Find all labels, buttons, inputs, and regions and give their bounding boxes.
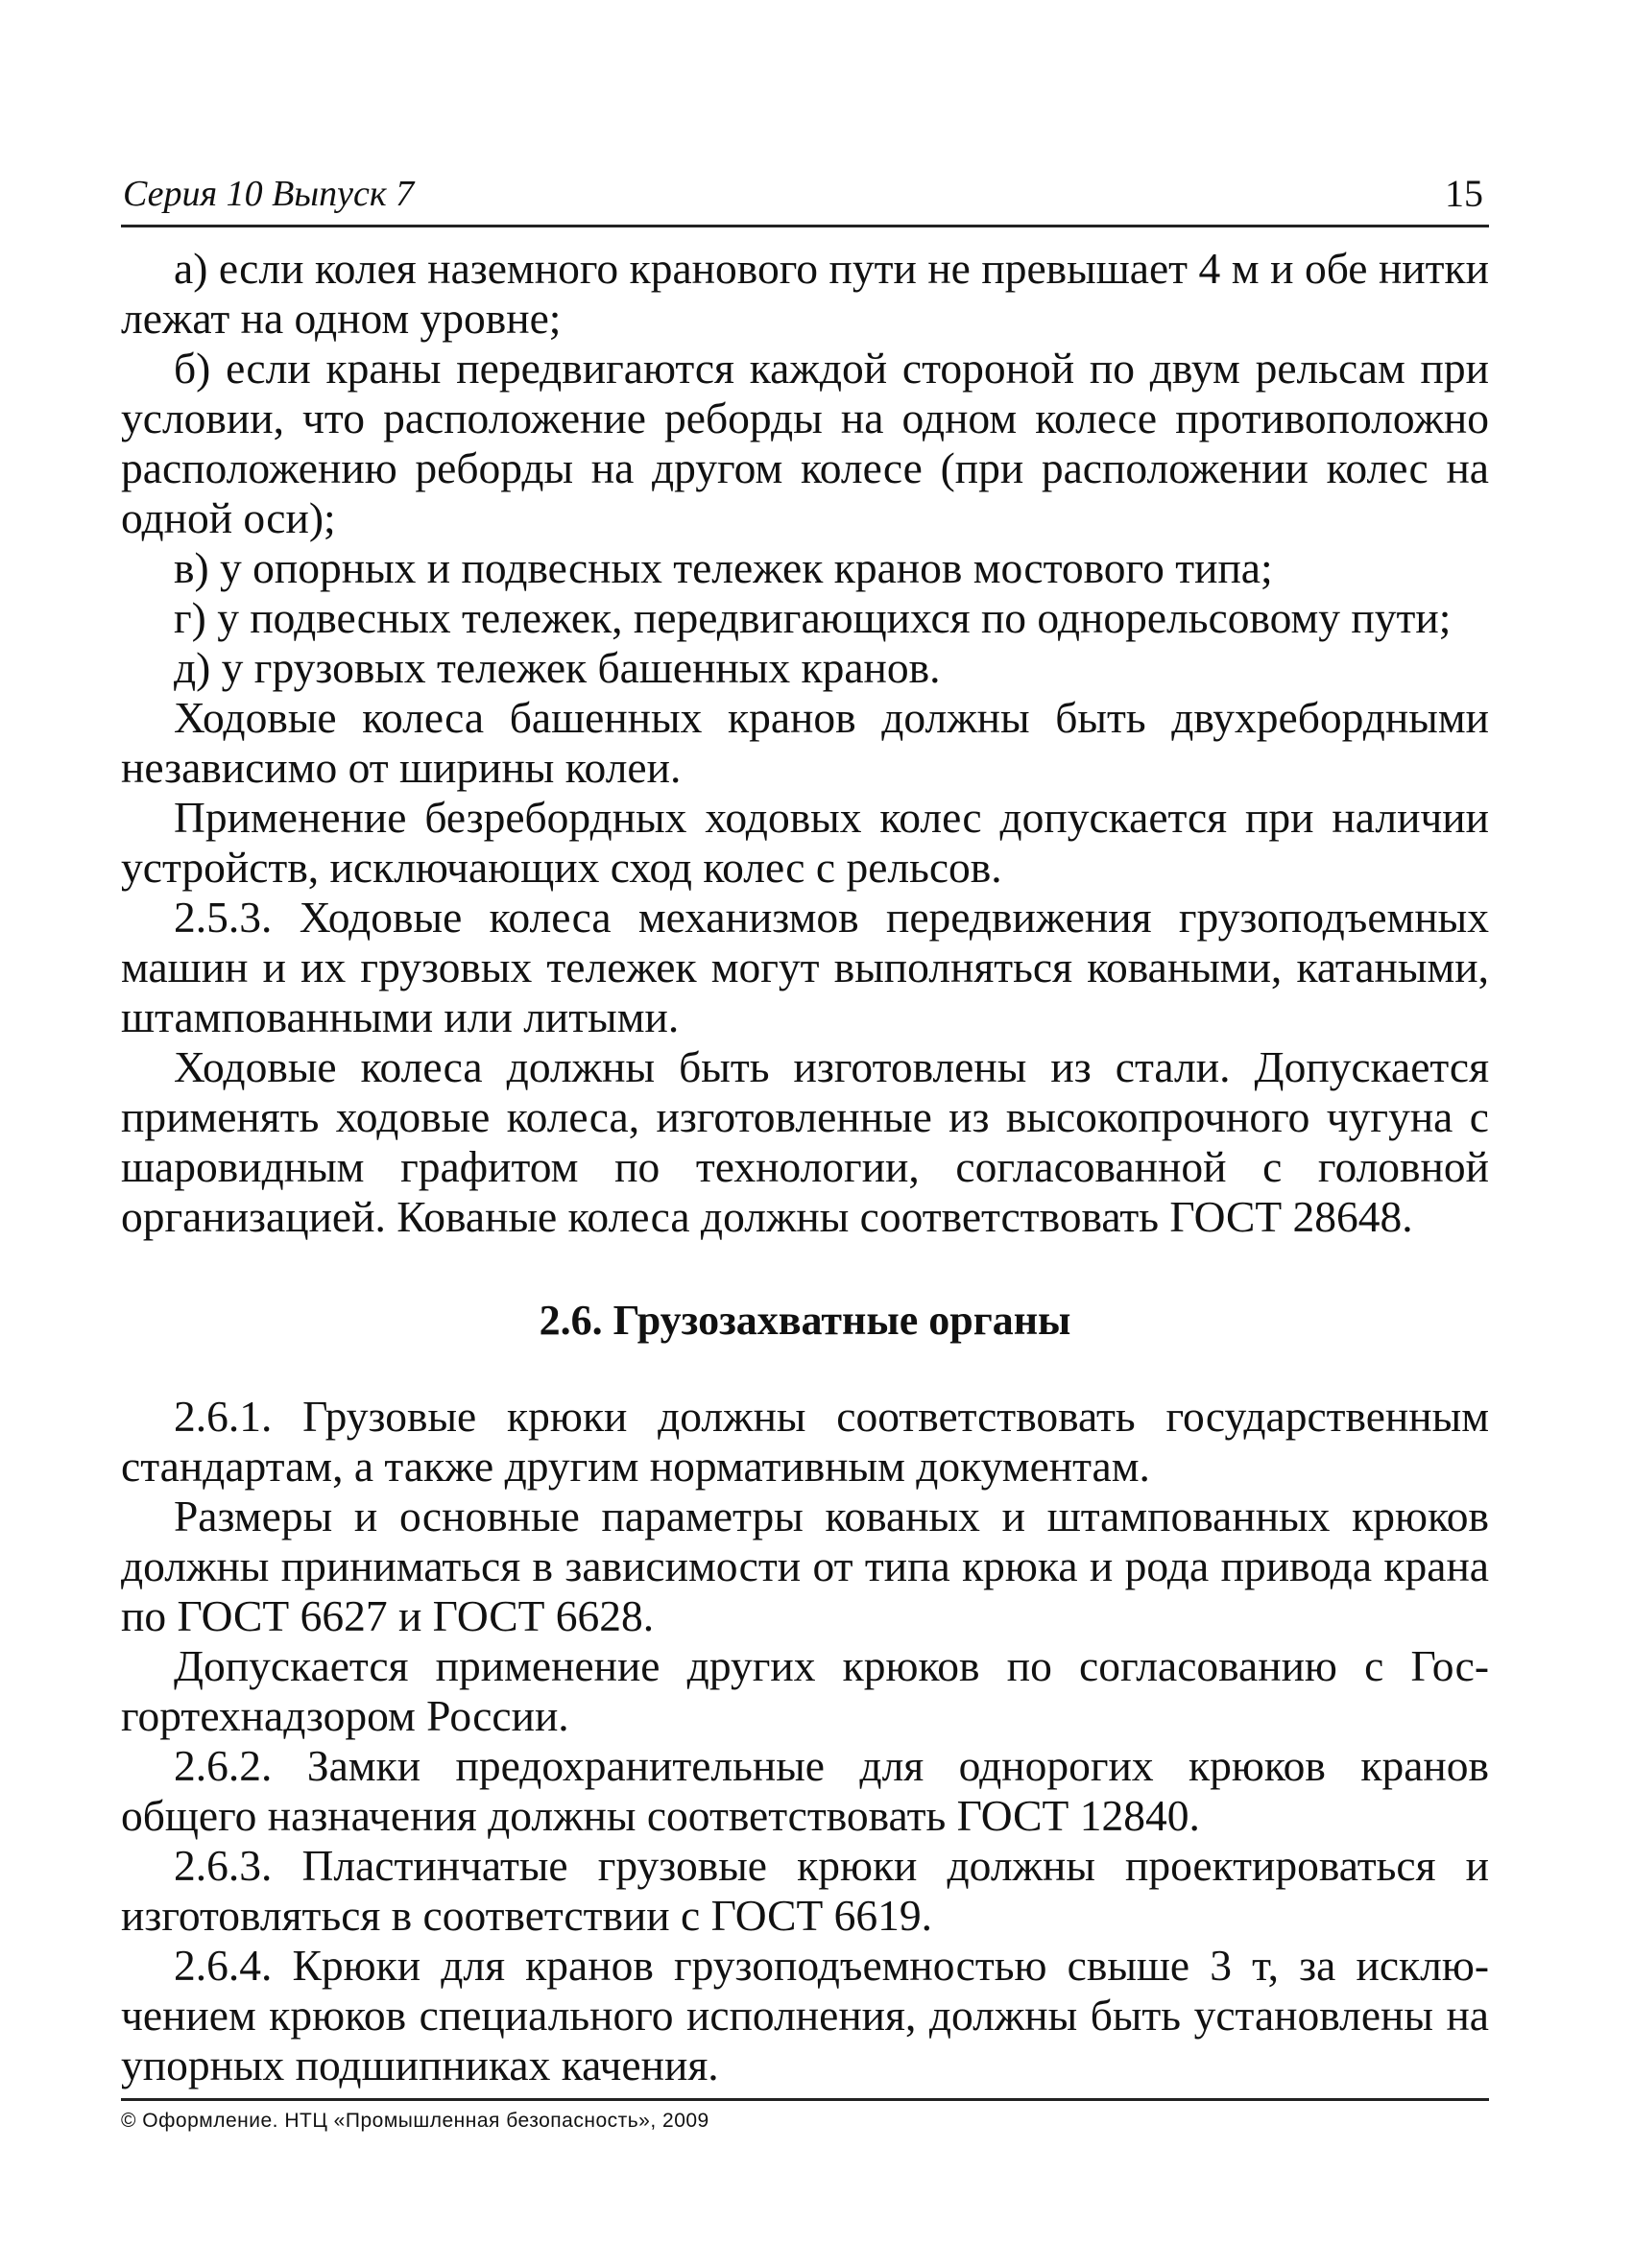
paragraph-flangeless-wheels: Применение безребордных ходовых колес допускается при наличии устройств, исключающих сход колес с рельсов. (121, 793, 1489, 892)
clause-2-5-3: 2.5.3. Ходовые колеса механизмов передвижения грузоподъемных машин и их грузовых тележек могут выполняться коваными, катаными, штампованными или литыми. (121, 893, 1489, 1041)
list-item-b: б) если краны передвигаются каждой стороной по двум рельсам при условии, что расположение реборды на одном колесе противоположно расположению реборды на другом колесе (при расположении колес на одной оси); (121, 344, 1489, 542)
paragraph-other-hooks: Допускается применение других крюков по согласованию с Госгортехнадзором России. (121, 1641, 1489, 1740)
footer-divider (121, 2098, 1489, 2101)
clause-2-6-2: 2.6.2. Замки предохранительные для однорогих крюков кранов общего назначения должны соответствовать ГОСТ 12840. (121, 1741, 1489, 1840)
page-number: 15 (1445, 172, 1483, 215)
clause-2-6-4: 2.6.4. Крюки для кранов грузоподъемностью свыше 3 т, за исключением крюков специального исполнения, должны быть установлены на упорных подшипниках качения. (121, 1941, 1489, 2089)
paragraph-tower-crane-wheels: Ходовые колеса башенных кранов должны быть двухребордными независимо от ширины колеи. (121, 693, 1489, 792)
series-label: Серия 10 Выпуск 7 (123, 174, 415, 214)
list-item-a: а) если колея наземного кранового пути не превышает 4 м и обе нитки лежат на одном уровне; (121, 244, 1489, 343)
list-item-d: д) у грузовых тележек башенных кранов. (174, 643, 941, 692)
body-text (121, 244, 1489, 2090)
clause-2-6-1: 2.6.1. Грузовые крюки должны соответствовать государственным стандартам, а также другим нормативным документам. (121, 1392, 1489, 1491)
section-heading: 2.6. Грузозахватные органы (539, 1297, 1071, 1344)
list-item-g: г) у подвесных тележек, передвигающихся по однорельсовому пути; (174, 593, 1452, 642)
list-item-v: в) у опорных и подвесных тележек кранов мостового типа; (174, 543, 1273, 592)
clause-2-6-3: 2.6.3. Пластинчатые грузовые крюки должны проектироваться и изготовляться в соответствии с ГОСТ 6619. (121, 1841, 1489, 1940)
footer-copyright: © Оформление. НТЦ «Промышленная безопасность», 2009 (121, 2110, 709, 2132)
running-header (121, 171, 1489, 227)
paragraph-wheel-material: Ходовые колеса должны быть изготовлены из стали. Допускается применять ходовые колеса, изготовленные из высокопрочного чугуна с шаровидным графитом по технологии, согласованной с головной организацией. Кованые колеса должны соответствовать ГОСТ 28648. (121, 1042, 1489, 1241)
paragraph-hook-dimensions: Размеры и основные параметры кованых и штампованных крюков должны приниматься в зависимости от типа крюка и рода привода крана по ГОСТ 6627 и ГОСТ 6628. (121, 1492, 1489, 1640)
